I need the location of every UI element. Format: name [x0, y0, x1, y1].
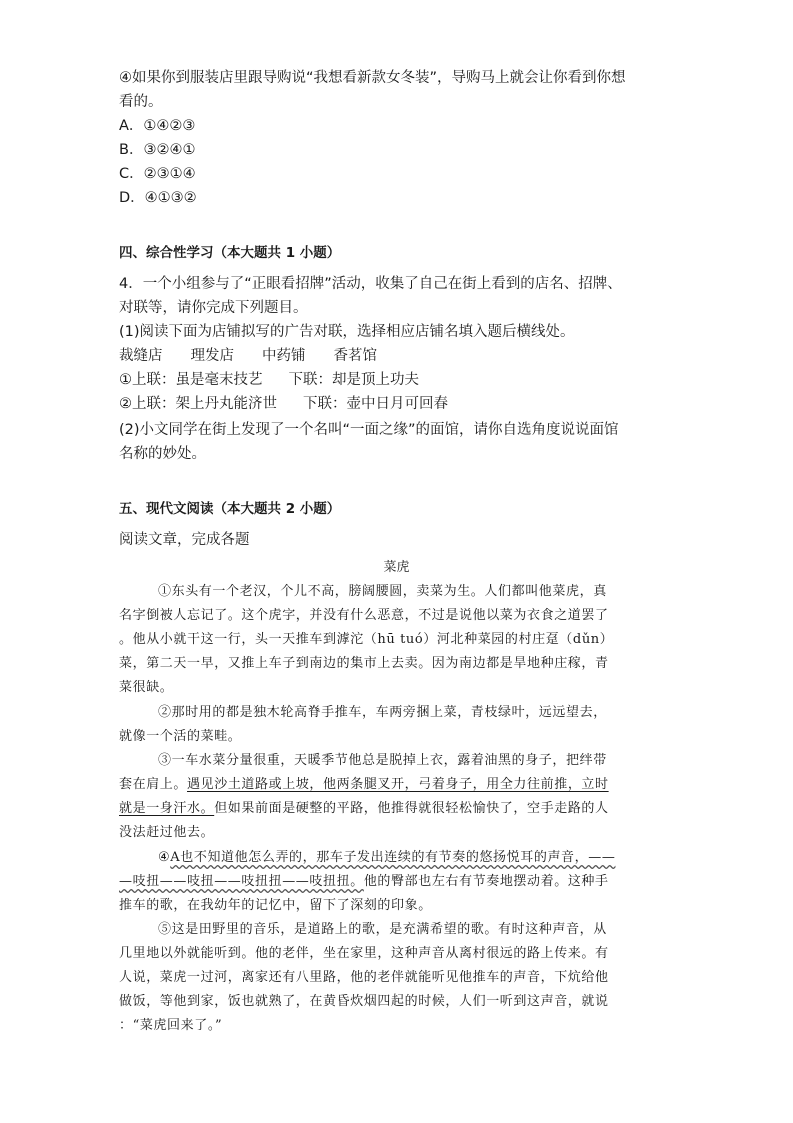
- couplet-lower: 下联：壶中日月可回春: [303, 396, 448, 412]
- p5-line: 人说，菜虎一过河，离家还有八里路，他的老伴就能听见他推车的声音，下炕给他: [119, 970, 609, 985]
- p2-line: ②那时用的都是独木轮高脊手推车，车两旁捆上菜，青枝绿叶，远远望去，: [158, 705, 607, 720]
- shop-options: [119, 346, 377, 366]
- q4-line2: 对联等，请你完成下列题目。: [119, 300, 308, 316]
- q3-item4-line2: 看的。: [119, 94, 163, 110]
- p1-line: 菜很缺。: [119, 680, 174, 695]
- wavy-underlined-sentence: —吱扭——吱扭——吱扭扭——吱扭扭。: [119, 874, 364, 889]
- section5-instruction: 阅读文章，完成各题: [119, 532, 250, 548]
- p4-line: 推车的歌，在我幼年的记忆中，留下了深刻的印象。: [119, 898, 432, 913]
- article-title: 菜虎: [383, 560, 410, 575]
- q3-option-a: A．①④②③: [119, 118, 196, 134]
- underlined-sentence: 遇见沙土道路或上坡，他两条腿叉开，弓着身子，用全力往前推，立时: [187, 777, 609, 792]
- q4-sub2-line2: 名称的妙处。: [119, 446, 206, 462]
- p4-text: ④: [158, 850, 171, 865]
- couplet-1: [119, 370, 419, 390]
- q4-sub1: (1)阅读下面为店铺拟写的广告对联，选择相应店铺名填入题后横线处。: [119, 324, 575, 340]
- q3-item4-line1: ④如果你到服装店里跟导购说“我想看新款女冬装”，导购马上就会让你看到你想: [119, 70, 626, 86]
- p5-line: ⑤这是田野里的音乐，是道路上的歌，是充满希望的歌。有时这种声音，从: [158, 922, 607, 937]
- wavy-underlined-sentence: A也不知道他怎么弄的，那车子发出连续的有节奏的悠扬悦耳的声音，——: [170, 850, 616, 865]
- q3-option-c: C．②③①④: [119, 166, 196, 182]
- q4-sub2-line1: (2)小文同学在街上发现了一个名叫“一面之缘”的面馆，请你自选角度说说面馆: [119, 422, 619, 438]
- p1-line: 菜，第二天一早，又推上车子到南边的集市上去卖。因为南边都是旱地种庄稼，青: [119, 656, 609, 671]
- p4-line: [119, 872, 609, 892]
- p1-line: 。他从小就干这一行，头一天推车到滹沱（hū tuó）河北种菜园的村庄趸（dǔn）: [119, 632, 614, 647]
- q3-option-b: B．③②④①: [119, 142, 196, 158]
- p3-line: [119, 775, 609, 795]
- p4-line: [158, 848, 615, 868]
- p3-text: 套在肩上。: [119, 777, 188, 792]
- shop-name: 香茗馆: [333, 348, 377, 364]
- p1-line: ①东头有一个老汉，个儿不高，膀阔腰圆，卖菜为生。人们都叫他菜虎，真: [158, 584, 607, 599]
- p5-line: ：“菜虎回来了。”: [119, 1018, 223, 1033]
- shop-name: 理发店: [190, 348, 234, 364]
- section5-heading: 五、现代文阅读（本大题共 2 小题）: [119, 501, 341, 517]
- couplet-lower: 下联：却是顶上功夫: [288, 372, 419, 388]
- couplet-2: [119, 394, 448, 414]
- p3-line: [119, 799, 609, 819]
- p3-text: 但如果前面是硬整的平路，他推得就很轻松愉快了，空手走路的人: [214, 801, 609, 816]
- section4-heading: 四、综合性学习（本大题共 1 小题）: [119, 245, 341, 261]
- p1-line: 名字倒被人忘记了。这个虎字，并没有什么恶意，不过是说他以菜为衣食之道罢了: [119, 608, 609, 623]
- q4-line1: 4．一个小组参与了“正眼看招牌”活动，收集了自己在街上看到的店名、招牌、: [119, 276, 622, 292]
- shop-name: 中药铺: [262, 348, 306, 364]
- couplet-upper: ②上联：架上丹丸能济世: [119, 396, 277, 412]
- p3-line: ③一车水菜分量很重，天暖季节他总是脱掉上衣，露着油黑的身子，把绊带: [158, 753, 607, 768]
- couplet-upper: ①上联：虽是毫末技艺: [119, 372, 263, 388]
- q3-option-d: D．④①③②: [119, 190, 197, 206]
- underlined-sentence: 就是一身汗水。: [119, 801, 215, 816]
- p3-line: 没法赶过他去。: [119, 825, 215, 840]
- p2-line: 就像一个活的菜畦。: [119, 729, 242, 744]
- p5-line: 几里地以外就能听到。他的老伴，坐在家里，这种声音从离村很远的路上传来。有: [119, 946, 609, 961]
- p4-text: 他的臀部也左右有节奏地摆动着。这种手: [363, 874, 609, 889]
- p5-line: 做饭，等他到家，饭也就熟了，在黄昏炊烟四起的时候，人们一听到这声音，就说: [119, 994, 609, 1009]
- shop-name: 裁缝店: [119, 348, 163, 364]
